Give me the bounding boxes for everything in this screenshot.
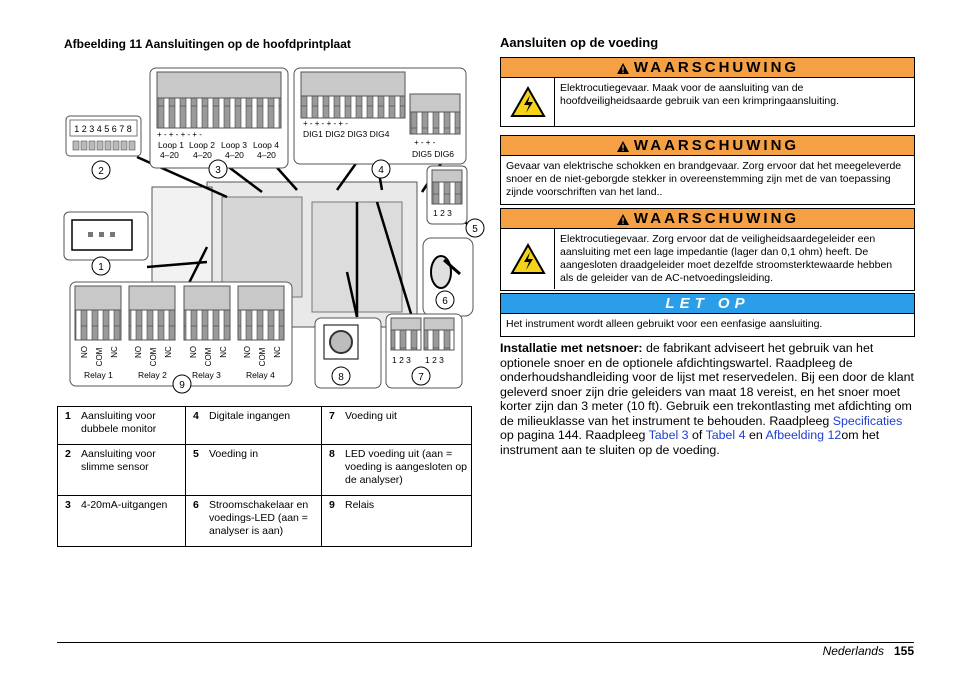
power-out-pins-a: 1 2 3	[392, 355, 411, 365]
relay-4-label: Relay 4	[246, 370, 275, 380]
loop-range: 4–20	[257, 150, 276, 160]
table-row: 2 Aansluiting voor slimme sensor 5 Voeding in 8 LED voeding uit (aan = voeding is aangesloten op de analyser)	[58, 445, 472, 496]
svg-text:NO: NO	[243, 346, 252, 358]
callout-3: 3	[215, 165, 221, 176]
power-in-pins: 1 2 3	[433, 208, 452, 218]
installation-paragraph: Installatie met netsnoer: de fabrikant adviseert het gebruik van het optionele snoer en de optionele afdichtingswartel. Raadpleeg de onderhoudshandleiding voor de lijst met reservedelen. Bij een door de klant geleverd snoer zijn drie geleiders van maat 18 vereist, en het snoer moet korter zijn dan 3 meter (10 ft). Gebruik een trekontlasting met afdichting om de milieuklasse van het instrument te behouden. Raadpleeg Specificaties op pagina 144. Raadpleeg Tabel 3 of Tabel 4 en Afbeelding 12om het instrument aan te sluiten op de voeding.	[500, 341, 914, 457]
relay-2-label: Relay 2	[138, 370, 167, 380]
footer-divider	[57, 642, 914, 643]
figure-title: Afbeelding 11 Aansluitingen op de hoofdprintplaat	[64, 37, 351, 51]
callout-2: 2	[98, 166, 104, 177]
notice-header: LET OP	[501, 294, 914, 314]
warning-header: WAARSCHUWING	[501, 58, 914, 78]
svg-text:COM: COM	[204, 347, 213, 367]
warning-box-3	[500, 208, 915, 291]
svg-text:+ - + - + - + -: + - + - + - + -	[303, 119, 348, 128]
tabel-3-link[interactable]: Tabel 3	[648, 428, 689, 442]
tabel-4-link[interactable]: Tabel 4	[705, 428, 746, 442]
svg-text:+ - + - + - + -: + - + - + - + -	[157, 130, 202, 139]
svg-text:NC: NC	[164, 346, 173, 358]
svg-text:COM: COM	[95, 347, 104, 367]
relay-3-label: Relay 3	[192, 370, 221, 380]
loop-3-label: Loop 3	[221, 140, 247, 150]
warning-header: WAARSCHUWING	[501, 209, 914, 229]
callout-4: 4	[378, 165, 384, 176]
warning-header: WAARSCHUWING	[501, 136, 914, 156]
warning-box-2	[500, 135, 915, 205]
dig-top-labels: DIG1 DIG2 DIG3 DIG4	[303, 129, 390, 139]
svg-text:COM: COM	[258, 347, 267, 367]
warning-triangle-icon	[616, 140, 630, 153]
warning-text: Elektrocutiegevaar. Maak voor de aansluiting van de hoofdveiligheidsaarde gebruik van een krimpringaansluiting.	[560, 82, 840, 107]
callout-7: 7	[418, 372, 424, 383]
warning-text: Gevaar van elektrische schokken en brandgevaar. Zorg ervoor dat het meegeleverde snoer en de niet-geborgde stekker in overeenstemming zijn met de van toepassing zijnde voorschriften van het land..	[506, 160, 902, 198]
dig-low-labels: DIG5 DIG6	[412, 149, 455, 159]
svg-text:NO: NO	[134, 346, 143, 358]
specificaties-link[interactable]: Specificaties	[832, 413, 903, 428]
loop-range: 4–20	[225, 150, 244, 160]
notice-text: Het instrument wordt alleen gebruikt voor een eenfasige aansluiting.	[506, 318, 823, 330]
notice-box	[500, 293, 915, 337]
section-title: Aansluiten op de voeding	[500, 35, 659, 50]
power-out-pins-b: 1 2 3	[425, 355, 444, 365]
electrical-hazard-icon	[510, 86, 546, 118]
callout-8: 8	[338, 372, 344, 383]
warning-box-1	[500, 57, 915, 127]
page-footer	[823, 644, 914, 658]
main-board-figure	[57, 62, 478, 397]
warning-text: Elektrocutiegevaar. Zorg ervoor dat de veiligheidsaardegeleider een aansluiting met een lage impedantie (lager dan 0,1 ohm) heeft. De aangesloten draadgeleider moet dezelfde stroomsterktewaarde hebben als de geleider van de AC-netvoedingsleiding.	[560, 233, 893, 284]
table-row: 3 4-20mA-uitgangen 6 Stroomschakelaar en voedings-LED (aan = analyser is aan) 9 Relais	[58, 496, 472, 547]
warning-triangle-icon	[616, 213, 630, 226]
relay-1-label: Relay 1	[84, 370, 113, 380]
svg-text:NO: NO	[189, 346, 198, 358]
svg-text:NC: NC	[110, 346, 119, 358]
callout-1: 1	[98, 262, 104, 273]
warning-triangle-icon	[616, 62, 630, 75]
svg-text:NC: NC	[273, 346, 282, 358]
monitor-pin-labels: 1 2 3 4 5 6 7 8	[74, 124, 132, 134]
loop-range: 4–20	[160, 150, 179, 160]
svg-text:NC: NC	[219, 346, 228, 358]
loop-4-label: Loop 4	[253, 140, 279, 150]
svg-text:COM: COM	[149, 347, 158, 367]
electrical-hazard-icon	[510, 243, 546, 275]
page-number: 155	[893, 644, 914, 658]
svg-text:NO: NO	[80, 346, 89, 358]
callout-5: 5	[472, 224, 478, 235]
figure-legend-table	[57, 406, 472, 547]
loop-range: 4–20	[193, 150, 212, 160]
loop-2-label: Loop 2	[189, 140, 215, 150]
callout-9: 9	[179, 380, 185, 391]
footer-language: Nederlands	[822, 644, 884, 658]
svg-text:+ - + -: + - + -	[414, 138, 436, 147]
table-row: 1 Aansluiting voor dubbele monitor 4 Digitale ingangen 7 Voeding uit	[58, 407, 472, 445]
loop-1-label: Loop 1	[158, 140, 184, 150]
callout-6: 6	[442, 296, 448, 307]
afbeelding-12-link[interactable]: Afbeelding 12	[765, 428, 842, 442]
